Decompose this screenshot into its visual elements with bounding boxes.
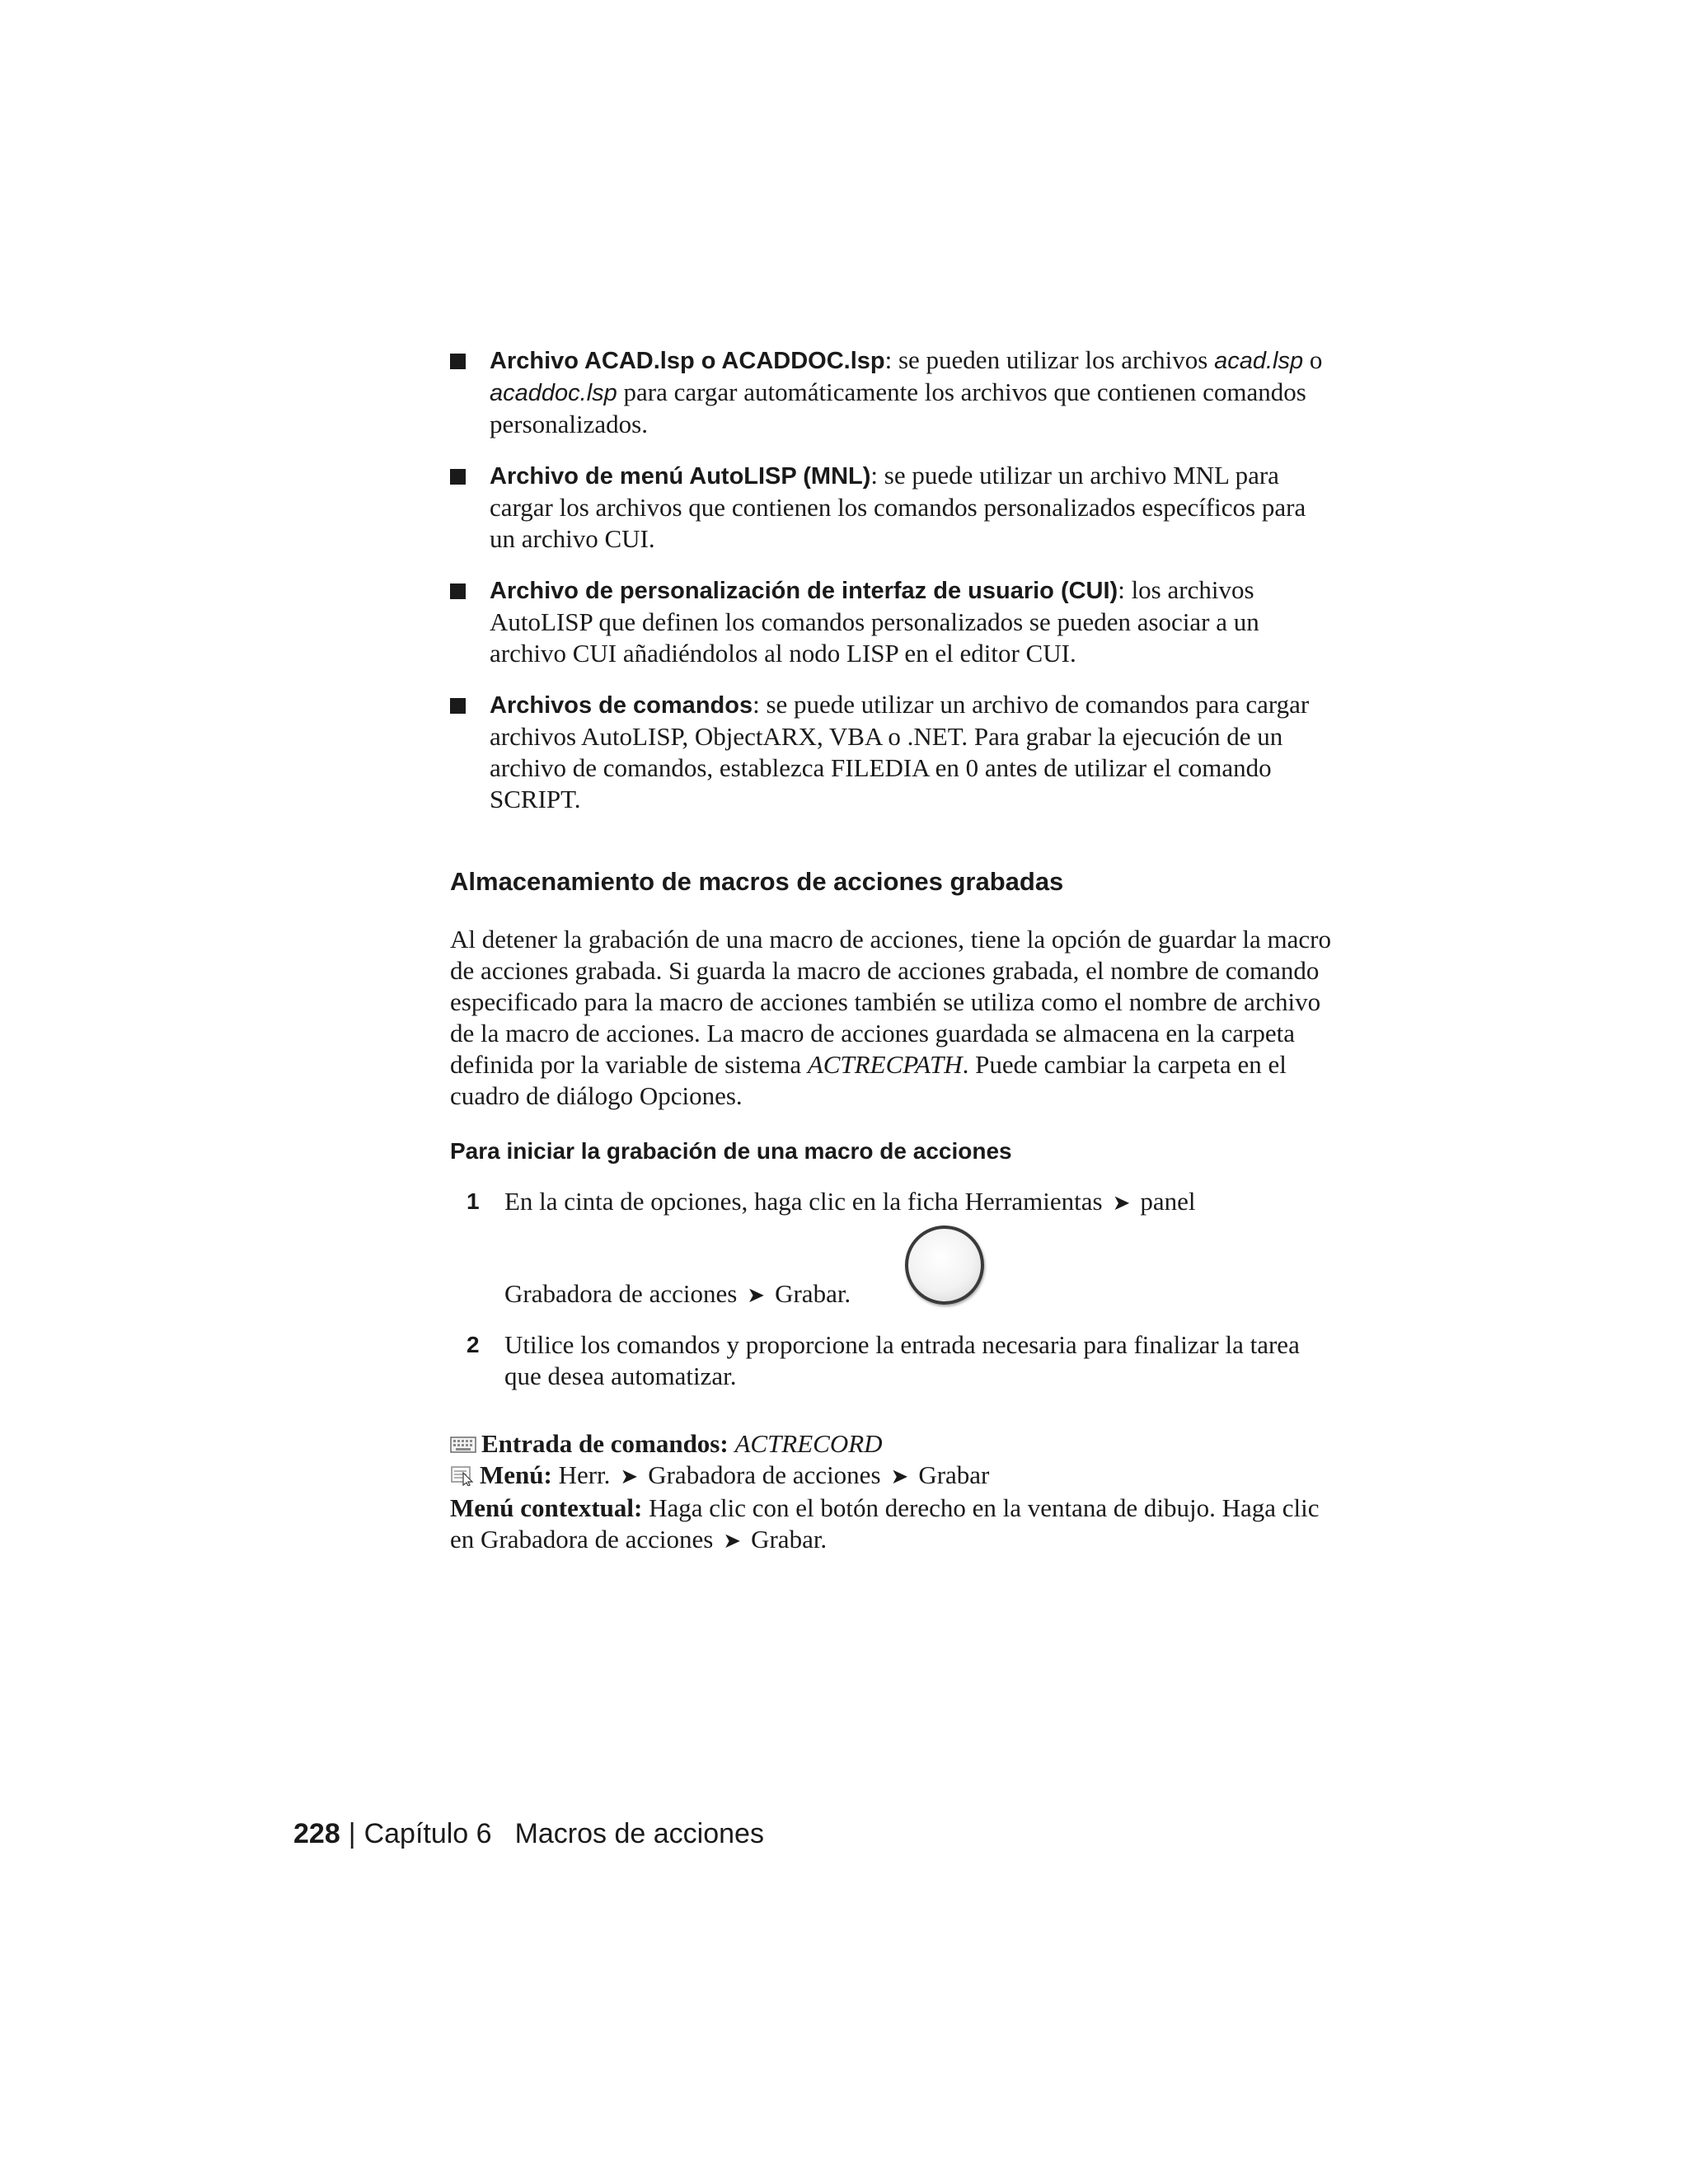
command-entry-line: [450, 1428, 1332, 1460]
context-menu-text: Grabar.: [751, 1525, 828, 1554]
footer-separator: |: [348, 1818, 356, 1849]
bullet-square-icon: [450, 469, 466, 485]
list-item-text: : los archivos AutoLISP que definen los comandos personalizados se pueden asociar a un archivo CUI añadiéndolos al nodo LISP en el editor CUI.: [490, 575, 1259, 668]
arrow-right-icon: ➤: [747, 1283, 766, 1308]
bullet-list: [450, 344, 1332, 815]
command-entry-label: Entrada de comandos:: [481, 1429, 729, 1458]
list-item-text: para cargar automáticamente los archivos que contienen comandos personalizados.: [490, 377, 1306, 438]
system-variable: ACTRECPATH: [807, 1050, 963, 1079]
list-item-text: : se puede utilizar un archivo MNL para cargar los archivos que contienen los comandos personalizados específicos para un archivo CUI.: [490, 461, 1306, 553]
menu-label: Menú:: [480, 1460, 552, 1489]
step-number: 2: [467, 1332, 480, 1357]
section-paragraph: [450, 924, 1332, 1112]
list-item: [450, 460, 1332, 555]
menu-line: [450, 1460, 1332, 1493]
step-text-line: [504, 1278, 851, 1311]
procedure-heading: Para iniciar la grabación de una macro de acciones: [450, 1138, 1012, 1164]
step-line: [504, 1252, 1332, 1311]
step-text: En la cinta de opciones, haga clic en la ficha Herramientas: [504, 1187, 1103, 1216]
paragraph-text: . Puede cambiar la carpeta en el cuadro de diálogo Opciones.: [450, 1050, 1287, 1110]
record-button-icon[interactable]: [905, 1226, 984, 1305]
step-number: 1: [467, 1188, 480, 1214]
step-text: Grabar.: [775, 1279, 851, 1308]
list-item: [450, 689, 1332, 815]
arrow-right-icon: ➤: [620, 1465, 639, 1489]
context-menu-line: [450, 1493, 1332, 1557]
menu-path-item: Grabar: [918, 1460, 990, 1489]
section-heading: Almacenamiento de macros de acciones grabadas: [450, 867, 1064, 896]
page-number: 228: [293, 1818, 340, 1849]
list-item: [450, 344, 1332, 440]
list-item: [450, 574, 1332, 669]
paragraph-text: Al detener la grabación de una macro de acciones, tiene la opción de guardar la macro de acciones grabada. Si guarda la macro de acciones grabada, el nombre de comando especificado para la macro de acciones también se utiliza como el nombre de archivo de la macro de acciones. La macro de acciones guardada se almacena en la carpeta definida por la variable de sistema: [450, 925, 1331, 1079]
arrow-right-icon: ➤: [890, 1465, 909, 1489]
step-text: Grabadora de acciones: [504, 1279, 738, 1308]
procedure-step: [450, 1186, 1332, 1311]
arrow-right-icon: ➤: [1112, 1191, 1131, 1216]
menu-path-item: Grabadora de acciones: [648, 1460, 881, 1489]
list-item-label: Archivos de comandos: [490, 692, 753, 719]
filename: acaddoc.lsp: [490, 380, 617, 406]
page-footer: [293, 1817, 764, 1850]
step-line: [504, 1186, 1332, 1217]
bullet-square-icon: [450, 583, 466, 599]
keyboard-icon: [450, 1436, 476, 1453]
list-item-text: : se pueden utilizar los archivos: [884, 345, 1215, 374]
filename: acad.lsp: [1214, 348, 1304, 374]
menu-icon: [450, 1465, 475, 1486]
bullet-square-icon: [450, 698, 466, 714]
list-item-label: Archivo de menú AutoLISP (MNL): [490, 463, 871, 490]
step-text: panel: [1140, 1187, 1196, 1216]
list-item-label: Archivo ACAD.lsp o ACADDOC.lsp: [490, 348, 885, 374]
arrow-right-icon: ➤: [723, 1529, 742, 1554]
list-item-text: : se puede utilizar un archivo de comandos para cargar archivos AutoLISP, ObjectARX, VBA o .NET. Para grabar la ejecución de un archivo de comandos, establezca FILEDIA en 0 antes de utilizar el comando SCRIPT.: [490, 690, 1310, 813]
page-content: [450, 344, 1332, 1557]
bullet-square-icon: [450, 354, 466, 369]
chapter-title: Macros de acciones: [514, 1818, 764, 1849]
context-menu-text: Haga clic con el botón derecho en la ventana de dibujo. Haga clic en Grabadora de acciones: [450, 1493, 1320, 1554]
command-access: [450, 1428, 1332, 1557]
chapter-label: Capítulo 6: [363, 1818, 492, 1849]
context-menu-label: Menú contextual:: [450, 1493, 643, 1522]
command-name: ACTRECORD: [734, 1429, 883, 1458]
list-item-label: Archivo de personalización de interfaz de usuario (CUI): [490, 578, 1118, 604]
menu-path-item: Herr.: [558, 1460, 611, 1489]
list-item-text: o: [1303, 345, 1323, 374]
step-text: Utilice los comandos y proporcione la entrada necesaria para finalizar la tarea que desea automatizar.: [504, 1330, 1300, 1390]
procedure-step: [450, 1329, 1332, 1392]
